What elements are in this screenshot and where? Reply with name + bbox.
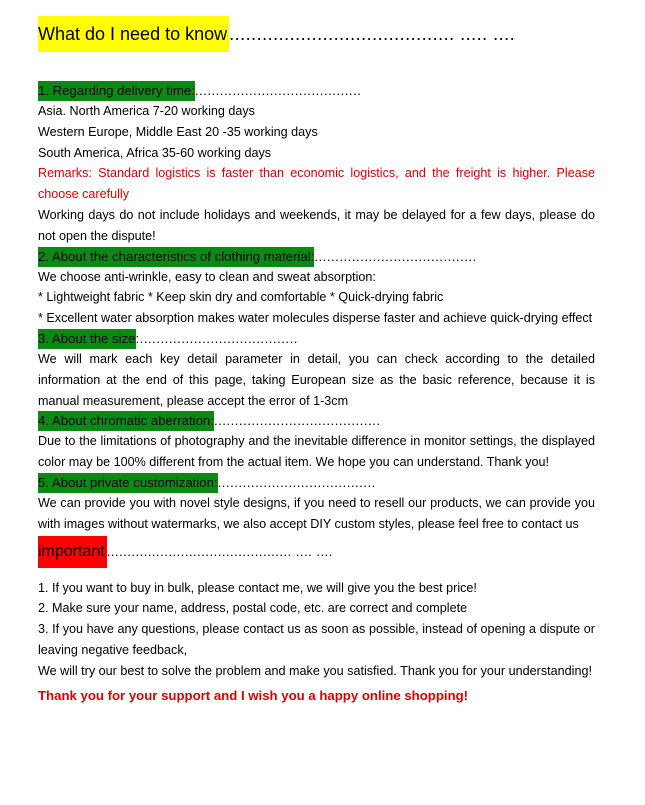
important-dots: ............................................. .... .... — [106, 543, 333, 559]
important-heading-row — [38, 536, 595, 568]
important-item: 2. Make sure your name, address, postal code, etc. are correct and complete — [38, 601, 468, 616]
section-heading-customization — [38, 473, 595, 493]
delivery-line: Asia. North America 7-20 working days — [38, 104, 255, 118]
section-heading-label: 2. About the characteristics of clothing material: — [38, 247, 314, 267]
size-text: We will mark each key detail parameter in detail, you can check according to the detailed information at the end of this page, taking European size as the basic reference, because it is manual measurement, please accept the error of 1-3cm — [38, 351, 595, 408]
section-heading-label: 5. About private customization: — [38, 473, 218, 493]
section-dots: ....................................... — [314, 248, 477, 264]
material-line: We choose anti-wrinkle, easy to clean and sweat absorption: — [38, 269, 376, 284]
customization-text: We can provide you with novel style designs, if you need to resell our products, we can provide you with images without watermarks, we also accept DIY custom styles, please feel free to contact us — [38, 495, 595, 531]
important-item: 3. If you have any questions, please contact us as soon as possible, instead of opening a dispute or leaving negative feedback, — [38, 622, 595, 657]
material-line: * Excellent water absorption makes water molecules disperse faster and achieve quick-drying effect — [38, 311, 593, 326]
closing-message: Thank you for your support and I wish you a happy online shopping! — [38, 687, 469, 703]
section-dots: ...................................... — [217, 474, 376, 490]
delivery-remark: Remarks: Standard logistics is faster than economic logistics, and the freight is higher. Please choose carefully — [38, 166, 595, 202]
section-dots: :...................................... — [135, 330, 298, 346]
section-heading-label: 1. Regarding delivery time: — [38, 81, 195, 101]
important-promise: We will try our best to solve the problem and make you satisfied. Thank you for your understanding! — [38, 663, 592, 678]
section-heading-delivery — [38, 81, 595, 101]
title-row — [38, 16, 595, 52]
section-heading-size — [38, 329, 595, 349]
material-line: * Lightweight fabric * Keep skin dry and comfortable * Quick-drying fabric — [38, 290, 444, 305]
section-dots: ........................................ — [213, 413, 381, 429]
title-dots: ......................................... ..... .... — [229, 24, 516, 44]
document-page — [38, 16, 595, 708]
section-heading-chromatic — [38, 411, 595, 431]
delivery-note: Working days do not include holidays and weekends, it may be delayed for a few days, please do not open the dispute! — [38, 207, 595, 243]
section-heading-material — [38, 247, 595, 267]
section-heading-label: 4. About chromatic aberration: — [38, 411, 214, 431]
section-dots: ........................................ — [194, 83, 362, 98]
important-heading: important — [38, 536, 107, 568]
delivery-line: South America, Africa 35-60 working days — [38, 145, 272, 160]
delivery-line: Western Europe, Middle East 20 -35 working days — [38, 124, 318, 139]
section-heading-label: 3. About the size — [38, 329, 136, 349]
page-title: What do I need to know — [38, 16, 229, 52]
chromatic-text: Due to the limitations of photography and the inevitable difference in monitor settings, the displayed color may be 100% different from the actual item. We hope you can understand. Thank you! — [38, 434, 595, 470]
important-item: 1. If you want to buy in bulk, please contact me, we will give you the best price! — [38, 580, 477, 595]
